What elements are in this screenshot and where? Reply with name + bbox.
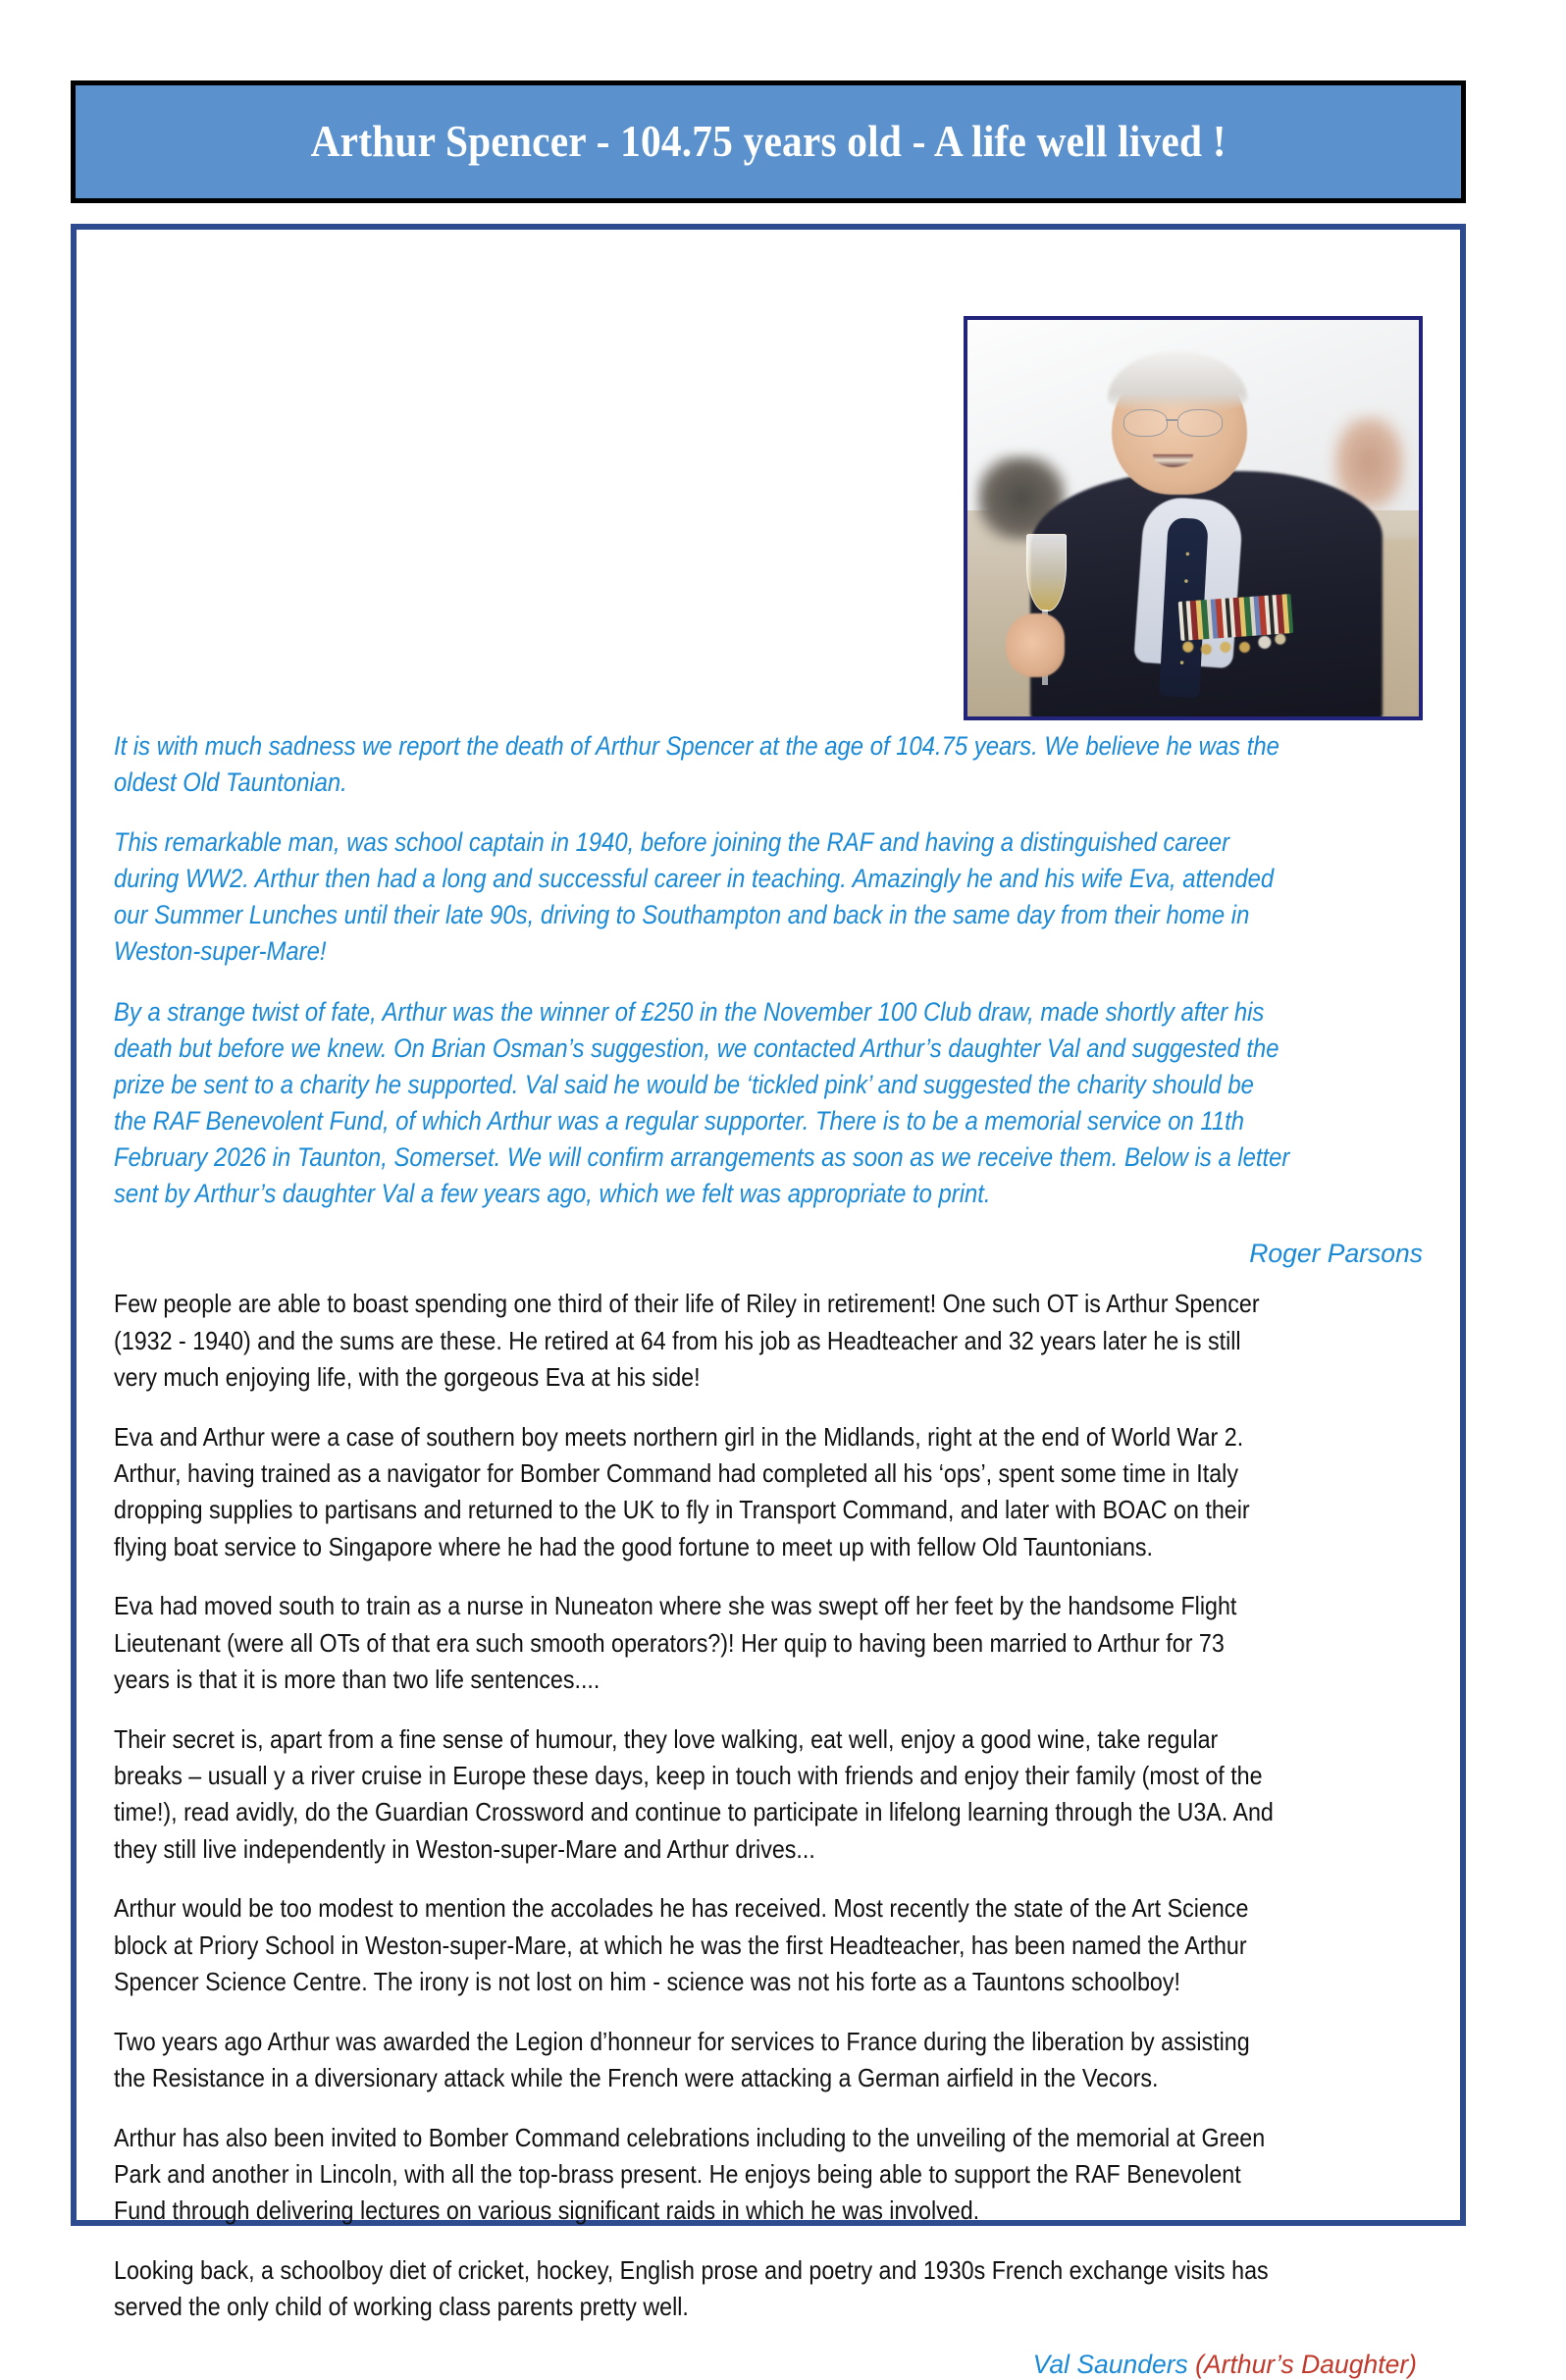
arthur-spencer-photo — [964, 316, 1423, 720]
letter-paragraph-7-text: Arthur has also been invited to Bomber Command celebrations including to the unveiling of the memorial at Green Park and another in Lincoln, with all the top-brass present. He enjoys being able to support the RAF Benevolent Fund through delivering lectures on various significant raids in which he was involved. — [114, 2122, 1266, 2226]
letter-paragraph-8-text: Looking back, a schoolboy diet of cricket, hockey, English prose and poetry and 1930s French exchange visits has served the only child of working class parents pretty well. — [114, 2254, 1269, 2322]
signature-gap — [1188, 2350, 1195, 2379]
letter-paragraph-3 — [114, 1588, 1423, 1698]
photo-hand — [1006, 613, 1065, 677]
intro-paragraph-1-text: It is with much sadness we report the death of Arthur Spencer at the age of 104.75 years. We believe he was the oldest Old Tauntonian. — [114, 731, 1279, 798]
letter-paragraph-5-text: Arthur would be too modest to mention the accolades he has received. Most recently the state of the Art Science block at Priory School in Weston-super-Mare, at which he was the first Headteacher, has been named the Arthur Spencer Science Centre. The irony is not lost on him - science was not his forte as a Tauntons schoolboy! — [114, 1893, 1249, 1997]
letter-paragraph-1-text: Few people are able to boast spending one third of their life of Riley in retirement! One such OT is Arthur Spencer (1932 - 1940) and the sums are these. He retired at 64 from his job as Headteacher and 32 years later he is still very much enjoying life, with the gorgeous Eva at his side! — [114, 1289, 1260, 1393]
letter-paragraph-8 — [114, 2252, 1423, 2326]
letter-paragraph-2 — [114, 1419, 1423, 1566]
signature-name: Val Saunders — [1032, 2349, 1188, 2379]
intro-byline: Roger Parsons — [1249, 1239, 1423, 1269]
intro-paragraph-3 — [114, 994, 1423, 1213]
intro-byline-row — [114, 1236, 1423, 1272]
letter-paragraph-5 — [114, 1890, 1423, 2000]
letter-paragraph-4-text: Their secret is, apart from a fine sense of humour, they love walking, eat well, enjoy a good wine, take regular breaks – usuall y a river cruise in Europe these days, keep in touch with friends and enjoy their family (most of the time!), read avidly, do the Guardian Crossword and continue to participate in lifelong learning through the U3A. And they still live independently in Weston-super-Mare and Arthur drives... — [114, 1723, 1274, 1864]
letter-paragraph-6 — [114, 2024, 1423, 2097]
header-banner — [71, 80, 1466, 203]
letter-paragraph-7 — [114, 2120, 1423, 2230]
photo-spectacles-right-lens — [1177, 409, 1223, 437]
letter-paragraph-4 — [114, 1721, 1423, 1869]
intro-paragraph-2 — [114, 824, 1423, 970]
letter-paragraph-6-text: Two years ago Arthur was awarded the Legion d’honneur for services to France during the liberation by assisting the Resistance in a diversionary attack while the French were attacking a German airfield in the Vecors. — [114, 2026, 1250, 2093]
letter-body — [114, 1278, 1423, 2326]
photo-spectacles-bridge — [1166, 419, 1177, 421]
letter-paragraph-2-text: Eva and Arthur were a case of southern boy meets northern girl in the Midlands, right at the end of World War 2. Arthur, having trained as a navigator for Bomber Command had completed all his ‘ops’, spent some time in Italy dropping supplies to partisans and returned to the UK to fly in Transport Command, and later with BOAC on their flying boat service to Singapore where he had the good fortune to meet up with fellow Old Tauntonians. — [114, 1421, 1250, 1561]
letter-paragraph-3-text: Eva had moved south to train as a nurse in Nuneaton where she was swept off her feet by the handsome Flight Lieutenant (were all OTs of that era such smooth operators?)! Her quip to having been married to Arthur for 73 years is that it is more than two life sentences.... — [114, 1591, 1237, 1695]
intro-paragraph-3-text: By a strange twist of fate, Arthur was the winner of £250 in the November 100 Club draw, made shortly after his death but before we knew. On Brian Osman’s suggestion, we contacted Arthur’s daughter Val and suggested the prize be sent to a charity he supported. Val said he would be ‘tickled pink’ and suggested the charity should be the RAF Benevolent Fund, of which Arthur was a regular supporter. There is to be a memorial service on 11th February 2026 in Taunton, Somerset. We will confirm arrangements as soon as we receive them. Below is a letter sent by Arthur’s daughter Val a few years ago, which we felt was appropriate to print. — [114, 996, 1290, 1209]
signature-relation: (Arthur’s Daughter) — [1195, 2349, 1417, 2379]
letter-signature — [114, 2350, 1423, 2380]
page-title: Arthur Spencer - 104.75 years old - A life well lived ! — [310, 117, 1227, 166]
photo-spectacles-left-lens — [1123, 409, 1169, 437]
intro-paragraph-2-text: This remarkable man, was school captain in 1940, before joining the RAF and having a distinguished career during WW2. Arthur then had a long and successful career in teaching. Amazingly he and his wife Eva, attended our Summer Lunches until their late 90s, driving to Southampton and back in the same day from their home in Weston-super-Mare! — [114, 827, 1275, 967]
letter-paragraph-1 — [114, 1286, 1423, 1396]
content-box — [71, 224, 1466, 2379]
